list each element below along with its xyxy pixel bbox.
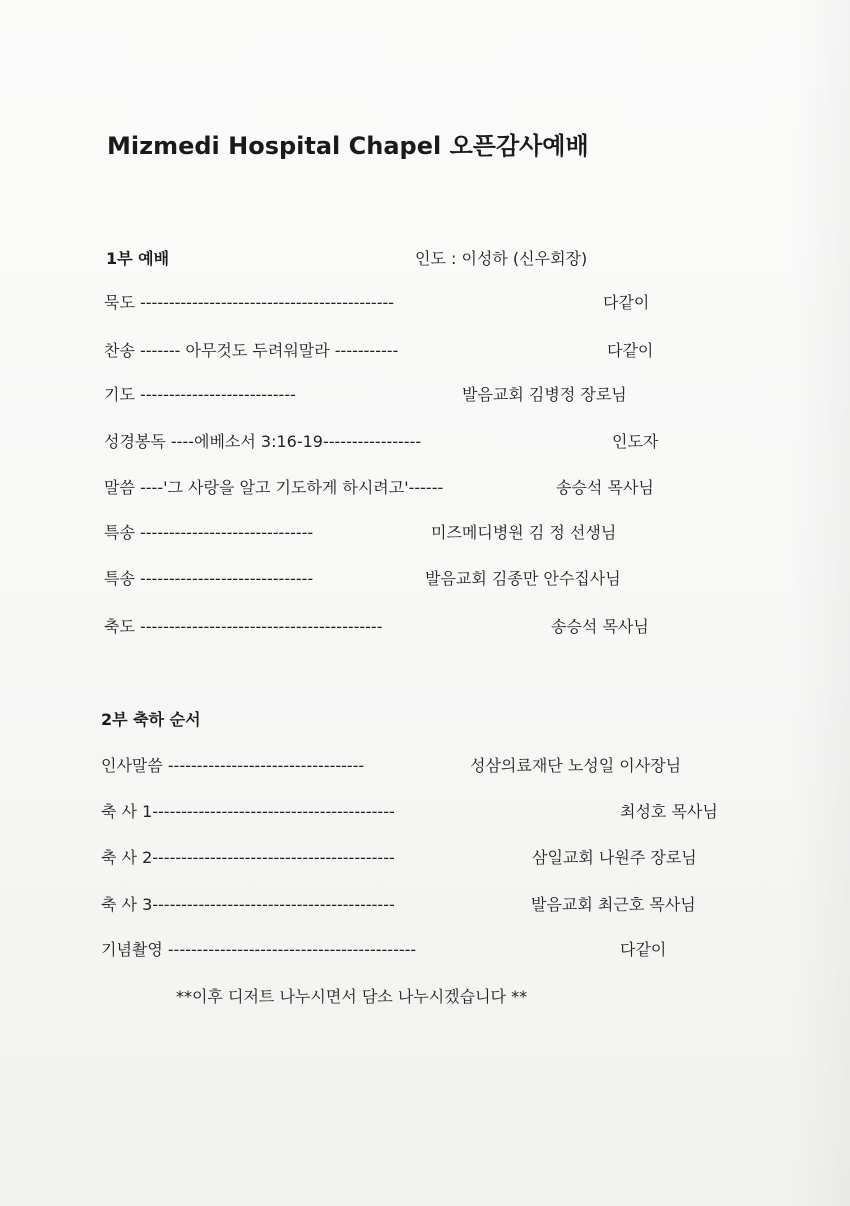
part1-item-role: 송승석 목사님 xyxy=(551,617,649,636)
part1-item-label: 특송 ------------------------------ xyxy=(104,523,314,542)
part2-item-label: 축 사 2------------------------------------------ xyxy=(101,848,395,867)
part1-item-label: 특송 ------------------------------ xyxy=(104,569,314,588)
closing-note: **이후 디저트 나누시면서 담소 나누시겠습니다 ** xyxy=(176,987,528,1006)
part2-item-label: 축 사 3------------------------------------------ xyxy=(101,895,395,914)
part2-item-role: 최성호 목사님 xyxy=(620,802,718,821)
part2-heading: 2부 축하 순서 xyxy=(101,710,201,729)
part1-item-role: 다같이 xyxy=(603,293,650,312)
part2-item-role: 발음교회 최근호 목사님 xyxy=(531,895,696,914)
part1-item-label: 성경봉독 ----에베소서 3:16-19----------------- xyxy=(104,432,422,451)
part1-item-label: 찬송 ------- 아무것도 두려워말라 ----------- xyxy=(104,341,399,360)
paper-shadow xyxy=(790,0,850,1206)
part2-item-role: 성삼의료재단 노성일 이사장님 xyxy=(470,756,682,775)
part1-item-label: 묵도 -------------------------------------------- xyxy=(104,293,395,312)
part1-item-role: 발음교회 김병정 장로님 xyxy=(462,385,627,404)
part2-item-label: 축 사 1------------------------------------------ xyxy=(101,802,395,821)
part1-item-label: 말씀 ----'그 사랑을 알고 기도하게 하시려고'------ xyxy=(104,478,444,497)
part1-item-role: 발음교회 김종만 안수집사님 xyxy=(425,569,621,588)
part1-item-label: 축도 ------------------------------------------ xyxy=(104,617,383,636)
part1-item-role: 인도자 xyxy=(612,432,659,451)
part1-item-role: 다같이 xyxy=(607,341,654,360)
part1-heading: 1부 예배 xyxy=(106,249,170,268)
part1-item-label: 기도 --------------------------- xyxy=(104,385,296,404)
part2-item-role: 삼일교회 나원주 장로님 xyxy=(532,848,697,867)
part1-leader: 인도 : 이성하 (신우회장) xyxy=(415,249,588,268)
part2-item-label: 인사말씀 ---------------------------------- xyxy=(101,756,365,775)
part1-item-role: 미즈메디병원 김 정 선생님 xyxy=(431,523,617,542)
part2-item-label: 기념촬영 ------------------------------------------- xyxy=(101,940,417,959)
page-title: Mizmedi Hospital Chapel 오픈감사예배 xyxy=(107,132,589,160)
part1-item-role: 송승석 목사님 xyxy=(556,478,654,497)
part2-item-role: 다같이 xyxy=(620,940,667,959)
